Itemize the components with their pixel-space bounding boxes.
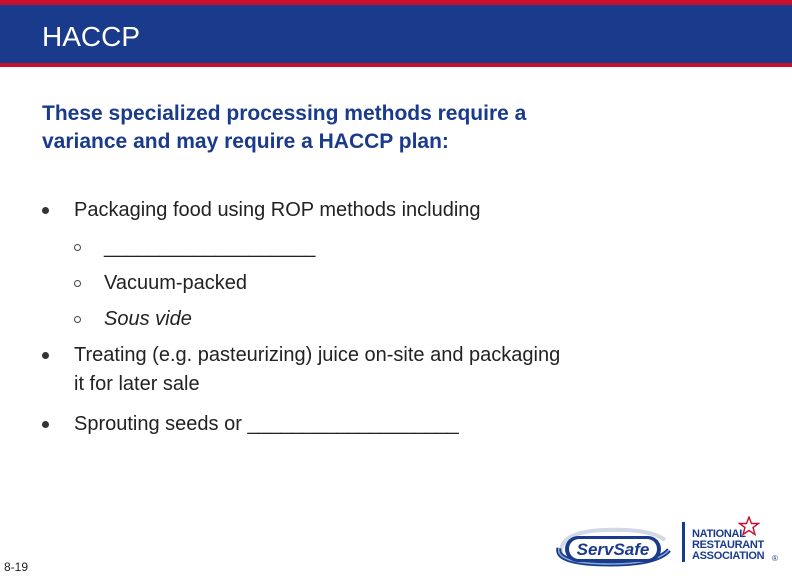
nra-line-restaurant: RESTAURANT xyxy=(692,539,764,551)
sub-item-text: Vacuum-packed xyxy=(104,272,248,294)
sub-bullet-ring-icon xyxy=(74,280,81,287)
sub-item xyxy=(104,234,315,260)
slide-title: HACCP xyxy=(42,21,141,52)
sub-item xyxy=(104,306,192,332)
nra-line-national: NATIONAL xyxy=(692,528,746,540)
bullet-text: Treating (e.g. pasteurizing) juice on-site and packaging it for later sale xyxy=(74,344,561,395)
bullet-dot-icon xyxy=(42,207,49,214)
intro-heading: These specialized processing methods require a variance and may require a HACCP plan: xyxy=(42,102,527,153)
bullet-dot-icon xyxy=(42,421,49,428)
sub-bullet-ring-icon xyxy=(74,316,81,323)
sub-item-text: Sous vide xyxy=(104,308,192,330)
servsafe-logo xyxy=(553,520,675,570)
bullet-text: Packaging food using ROP methods including xyxy=(74,199,481,221)
title-bottom-red-stripe xyxy=(0,63,792,67)
sub-item xyxy=(104,270,247,296)
bullet-text: Sprouting seeds or ___________________ xyxy=(74,413,459,435)
sub-bullet-ring-icon xyxy=(74,244,81,251)
title-bar xyxy=(0,5,792,63)
bullet-dot-icon xyxy=(42,352,49,359)
servsafe-wordmark: ServSafe xyxy=(576,540,650,559)
registered-mark: ® xyxy=(772,554,778,563)
national-restaurant-association-logo xyxy=(690,516,790,566)
bullet-item xyxy=(74,410,459,439)
logo-divider xyxy=(682,522,685,562)
slide-number: 8-19 xyxy=(4,560,29,574)
sub-item-text: ___________________ xyxy=(104,236,316,258)
bullet-item xyxy=(74,196,481,225)
bullet-item xyxy=(74,341,574,399)
nra-line-association: ASSOCIATION xyxy=(692,550,765,562)
